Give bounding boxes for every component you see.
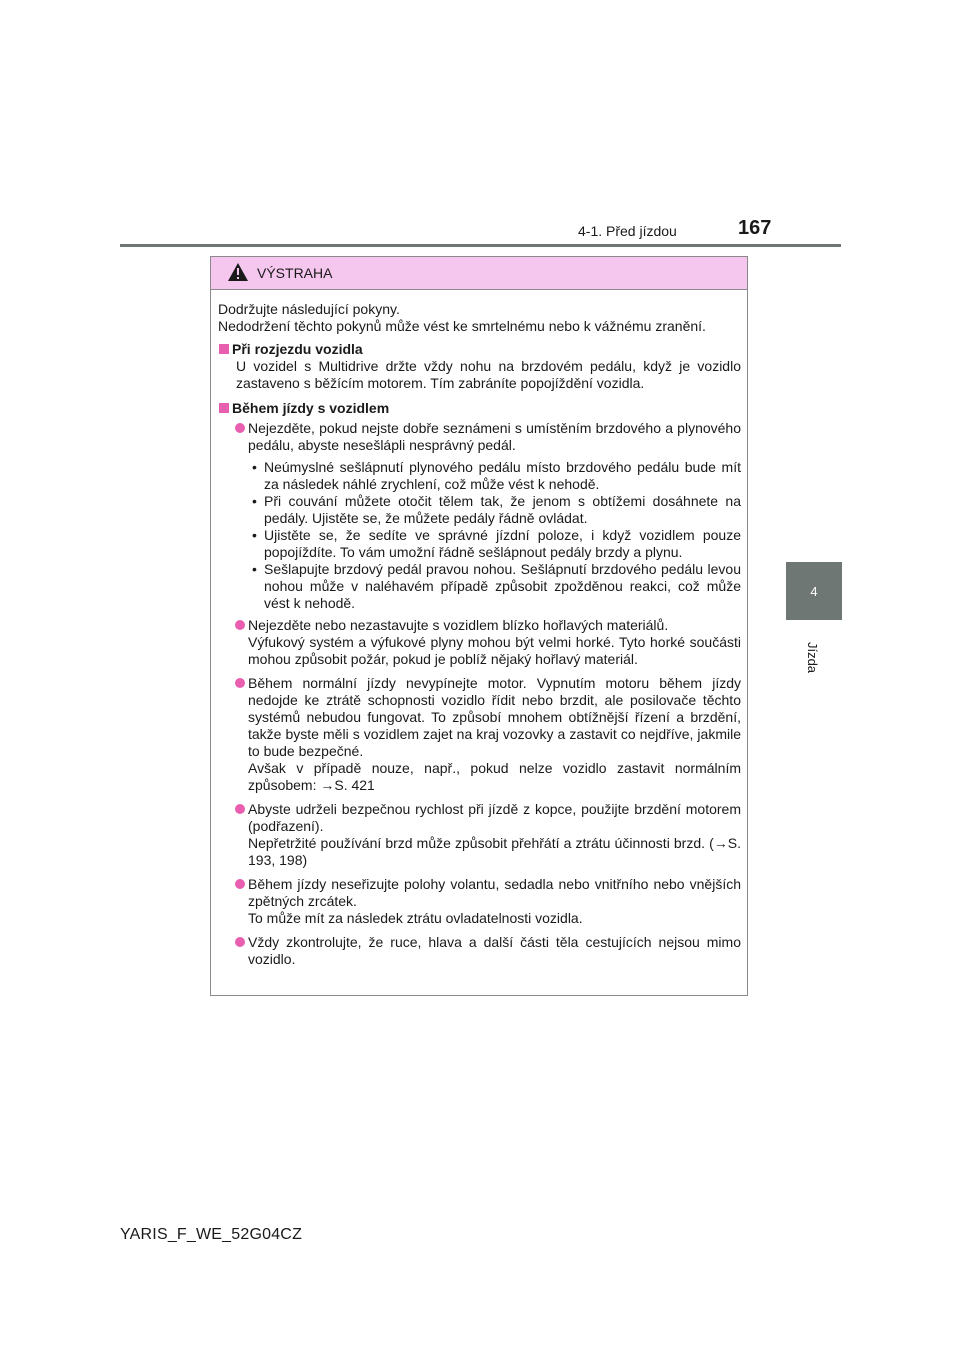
list-item-line: Avšak v případě nouze, např., pokud nelze vozidlo zastavit normálním způsobem: →S. 421: [248, 760, 741, 793]
chapter-label: [798, 632, 828, 682]
intro-line-2: Nedodržení těchto pokynů může vést ke smrtelnému nebo k vážnému zranění.: [218, 318, 706, 334]
list-item: [218, 934, 741, 968]
chapter-label-text: Jízda: [805, 641, 821, 673]
section-heading-start: [218, 341, 741, 358]
list-item-line: To může mít za následek ztrátu ovladatelnosti vozidla.: [248, 910, 583, 926]
warning-body: [211, 290, 747, 968]
section-title: 4-1. Před jízdou: [578, 223, 677, 239]
list-item-line: Nejezděte nebo nezastavujte s vozidlem blízko hořlavých materiálů.: [248, 617, 669, 633]
list-item: [218, 876, 741, 927]
intro-line-1: Dodržujte následující pokyny.: [218, 301, 400, 317]
header-divider: [120, 244, 841, 247]
warning-title: VÝSTRAHA: [257, 265, 333, 281]
warning-intro: [218, 301, 741, 335]
chapter-tab[interactable]: [786, 562, 842, 620]
sub-list-item-text: Ujistěte se, že sedíte ve správné jízdní poloze, i když vozidlem pouze popojíždíte. To vám umožní řádně sešlápnout pedály brzdy a plynu.: [264, 527, 741, 560]
list-item: [218, 617, 741, 668]
dot-bullet-icon: •: [252, 493, 257, 509]
sub-list-item: [248, 493, 741, 527]
section-heading-start-text: Při rozjezdu vozidla: [232, 341, 363, 357]
sub-list: [218, 459, 741, 612]
chapter-number: 4: [810, 583, 818, 599]
round-bullet-icon: [235, 937, 245, 947]
round-bullet-icon: [235, 804, 245, 814]
sub-list-item-text: Neúmyslné sešlápnutí plynového pedálu místo brzdového pedálu bude mít za následek náhlé zrychlení, což může vést k nehodě.: [264, 459, 741, 492]
dot-bullet-icon: •: [252, 527, 257, 543]
square-bullet-icon: [219, 344, 229, 354]
round-bullet-icon: [235, 423, 245, 433]
sub-list-item-text: Při couvání můžete otočit tělem tak, že jenom s obtížemi dosáhnete na pedály. Ujistěte se, že můžete pedály řádně ovládat.: [264, 493, 741, 526]
dot-bullet-icon: •: [252, 561, 257, 577]
list-item: [218, 420, 741, 454]
list-item-line: Během normální jízdy nevypínejte motor. Vypnutím motoru během jízdy nedojde ke ztrátě schopnosti vozidlo řídit nebo brzdit, ale posilovače těchto systémů nebudou fungovat. To způsobí mnohem obtížnější řízení a brzdění, takže byste měli s vozidlem zajet na kraj vozovky a zastavit co nejdříve, jakmile to bude bezpečné.: [248, 675, 741, 759]
warning-header: [211, 257, 747, 290]
round-bullet-icon: [235, 879, 245, 889]
sub-list-item: [248, 459, 741, 493]
list-item-text: Nejezděte, pokud nejste dobře seznámeni s umístěním brzdového a plynového pedálu, abyste nesešlápli nesprávný pedál.: [248, 420, 741, 453]
list-item-line: Během jízdy neseřizujte polohy volantu, sedadla nebo vnitřního nebo vnějších zpětných zrcátek.: [248, 876, 741, 909]
round-bullet-icon: [235, 620, 245, 630]
section-heading-driving: [218, 400, 741, 417]
warning-box: [210, 256, 748, 996]
sub-list-item: [248, 527, 741, 561]
page-number: 167: [738, 217, 772, 239]
sub-list-item: [248, 561, 741, 612]
warning-triangle-icon: [227, 262, 249, 282]
square-bullet-icon: [219, 403, 229, 413]
section-text-start: U vozidel s Multidrive držte vždy nohu na brzdovém pedálu, když je vozidlo zastaveno s běžícím motorem. Tím zabráníte popojíždění vozidla.: [236, 358, 741, 391]
dot-bullet-icon: •: [252, 459, 257, 475]
list-item-line: Nepřetržité používání brzd může způsobit přehřátí a ztrátu účinnosti brzd. (→S. 193, 198): [248, 835, 741, 868]
list-item-line: Výfukový systém a výfukové plyny mohou být velmi horké. Tyto horké součásti mohou způsobit požár, pokud je poblíž nějaký hořlavý materiál.: [248, 634, 741, 667]
sub-list-item-text: Sešlapujte brzdový pedál pravou nohou. Sešlápnutí brzdového pedálu levou nohou může v naléhavém případě způsobit zpožděnou reakci, což může vést k nehodě.: [264, 561, 741, 611]
list-item-text: Vždy zkontrolujte, že ruce, hlava a další části těla cestujících nejsou mimo vozidlo.: [248, 934, 741, 967]
round-bullet-icon: [235, 678, 245, 688]
list-item-line: Abyste udrželi bezpečnou rychlost při jízdě z kopce, použijte brzdění motorem (podřazení).: [248, 801, 741, 834]
document-code: YARIS_F_WE_52G04CZ: [120, 1226, 303, 1243]
list-item: [218, 801, 741, 869]
section-heading-driving-text: Během jízdy s vozidlem: [232, 400, 390, 416]
list-item: [218, 675, 741, 794]
